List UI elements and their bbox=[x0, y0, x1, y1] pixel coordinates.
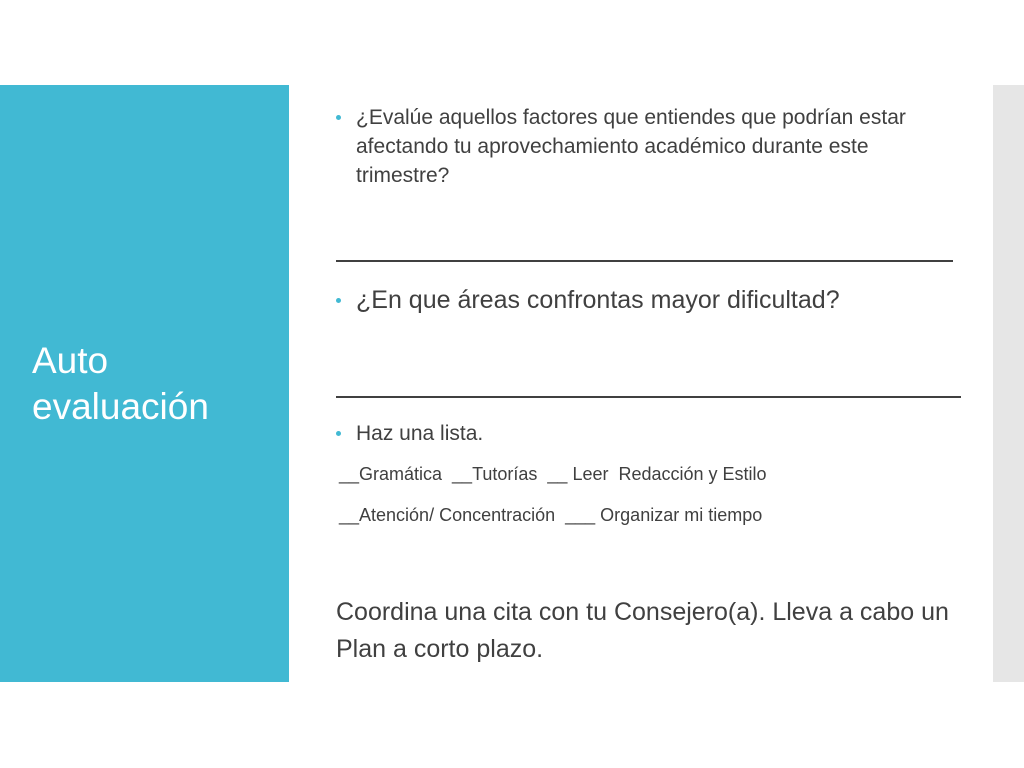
question-2-text: ¿En que áreas confrontas mayor dificultad? bbox=[356, 286, 840, 314]
side-strip bbox=[993, 85, 1024, 682]
bullet-icon bbox=[336, 298, 341, 303]
question-3-text: Haz una lista. bbox=[356, 422, 484, 445]
closing-statement: Coordina una cita con tu Consejero(a). Lleva a cabo un Plan a corto plazo. bbox=[336, 598, 949, 663]
bullet-icon bbox=[336, 115, 341, 120]
options-line-1[interactable]: __Gramática __Tutorías __ Leer Redacción y Estilo bbox=[339, 464, 767, 484]
options-line-2[interactable]: __Atención/ Concentración ___ Organizar mi tiempo bbox=[339, 505, 763, 525]
question-1-text: ¿Evalúe aquellos factores que entiendes que podrían estar afectando tu aprovechamiento académico durante este trimestre? bbox=[356, 106, 906, 187]
bullet-icon bbox=[336, 431, 341, 436]
answer-line-2[interactable] bbox=[336, 396, 961, 398]
slide-title: Auto evaluación bbox=[32, 340, 209, 427]
answer-line-1[interactable] bbox=[336, 260, 953, 262]
